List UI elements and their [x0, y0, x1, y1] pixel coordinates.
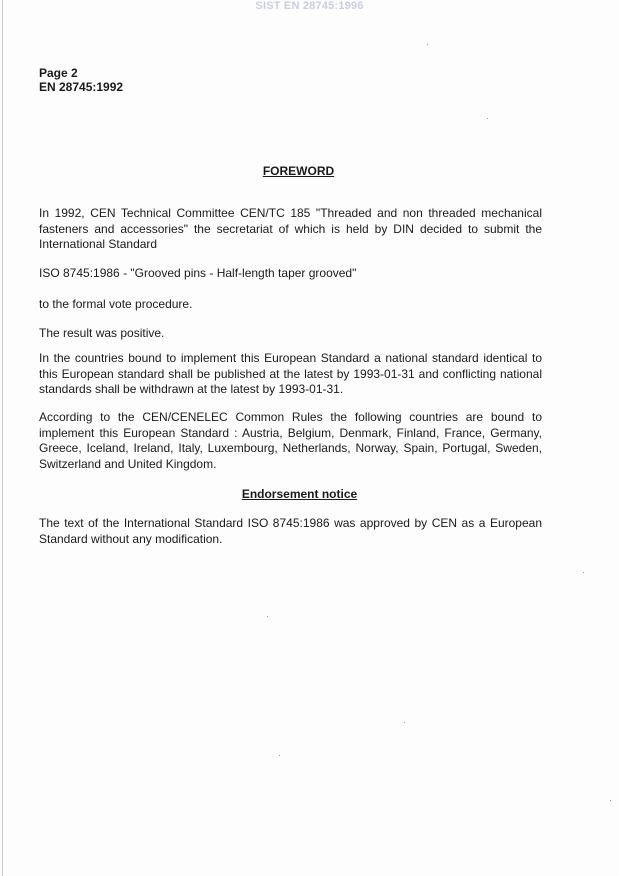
foreword-title — [0, 164, 619, 178]
foreword-title-text: FOREWORD — [262, 164, 335, 178]
paragraph-national-standard: In the countries bound to implement this European Standard a national standard identical to this European standard shall be published at the latest by 1993-01-31 and conflicting national standards shall be withdrawn at the latest by 1993-01-31. — [39, 351, 542, 396]
scan-speck — [487, 118, 488, 119]
paragraph-intro: In 1992, CEN Technical Committee CEN/TC 185 "Threaded and non threaded mechanical fasteners and accessories" the secretariat of which is held by DIN decided to submit the International Standard — [39, 206, 542, 251]
endorsement-heading-text: Endorsement notice — [241, 487, 358, 501]
page-header — [39, 66, 123, 94]
scan-speck — [404, 722, 405, 723]
standard-number: EN 28745:1992 — [39, 80, 124, 94]
paragraph-countries: According to the CEN/CENELEC Common Rules the following countries are bound to implement this European Standard : Austria, Belgium, Denmark, Finland, France, Germany, Greece, Iceland, Ireland, Italy, Luxembourg, Netherlands, Norway, Spain, Portugal, Sweden, Switzerland and United Kingdom. — [39, 410, 542, 471]
scan-speck — [267, 616, 268, 617]
page-edge-line — [2, 0, 3, 876]
endorsement-text: The text of the International Standard ISO 8745:1986 was approved by CEN as a European Standard without any modification. — [39, 516, 542, 546]
scan-speck — [610, 800, 611, 801]
paragraph-standard-ref: ISO 8745:1986 - "Grooved pins - Half-length taper grooved" — [39, 266, 357, 280]
endorsement-heading — [0, 487, 619, 501]
scan-speck — [279, 755, 280, 756]
paragraph-vote: to the formal vote procedure. — [39, 297, 193, 311]
paragraph-result: The result was positive. — [39, 326, 165, 340]
scan-speck — [583, 572, 584, 573]
page-number: Page 2 — [39, 66, 78, 80]
scan-speck — [427, 44, 428, 45]
watermark: SIST EN 28745:1996 — [255, 0, 364, 12]
